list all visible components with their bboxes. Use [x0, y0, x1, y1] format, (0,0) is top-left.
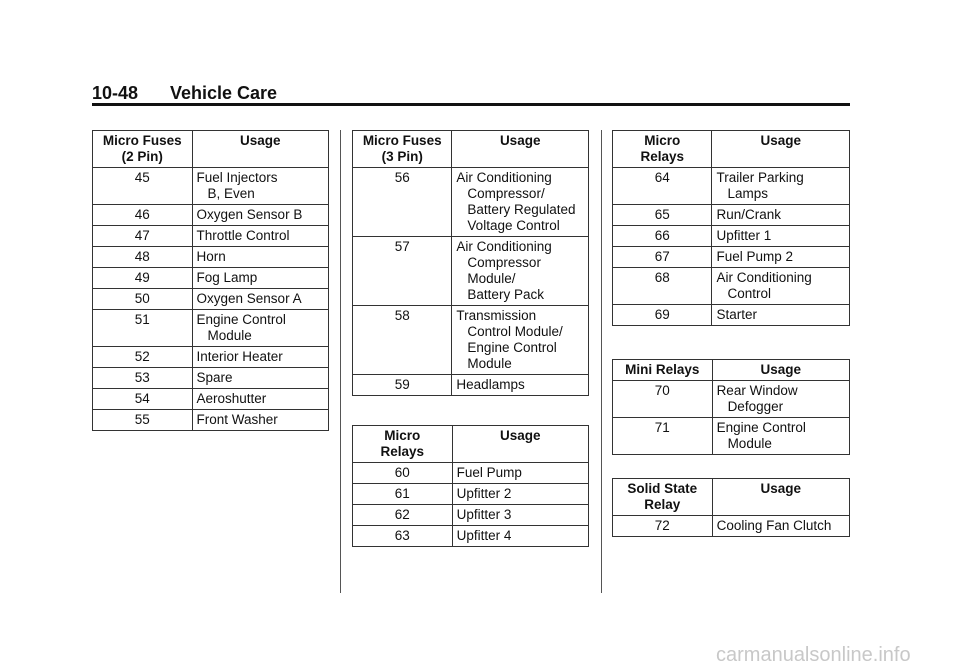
fuse-number: 48: [93, 247, 193, 268]
table-row: [353, 463, 589, 484]
fuse-usage-text: Front Washer: [196, 412, 278, 427]
fuse-number: 65: [613, 205, 712, 226]
watermark: carmanualsonline.info: [716, 644, 911, 666]
fuse-usage-text: Spare: [196, 370, 233, 385]
fuse-usage-text: Throttle Control: [196, 228, 290, 243]
column-divider: [340, 130, 341, 593]
micro-fuses-2pin-table: [92, 130, 329, 431]
fuse-usage: [192, 226, 328, 247]
fuse-number: 50: [93, 289, 193, 310]
column-header-usage: Usage: [192, 131, 328, 168]
fuse-number: 54: [93, 389, 193, 410]
fuse-usage: [712, 418, 849, 455]
table-row: [613, 418, 850, 455]
fuse-usage-text: Starter: [716, 307, 757, 322]
fuse-number: 64: [613, 168, 712, 205]
fuse-usage-text: Horn: [196, 249, 226, 264]
fuse-usage-text: Aeroshutter: [196, 391, 267, 406]
fuse-usage: [452, 484, 588, 505]
page-number: 10-48: [92, 83, 139, 103]
fuse-usage: [712, 516, 849, 537]
fuse-usage: [452, 526, 588, 547]
column-header-usage: Usage: [452, 131, 589, 168]
fuse-usage: [452, 505, 588, 526]
fuse-number: 53: [93, 368, 193, 389]
column-header-number: Micro Relays: [613, 131, 712, 168]
column-header-number: Solid State Relay: [613, 479, 713, 516]
fuse-usage: [712, 305, 850, 326]
micro-relays-table-b: [612, 130, 850, 326]
table-row: [93, 226, 329, 247]
fuse-number: 71: [613, 418, 713, 455]
column-header-number: Mini Relays: [613, 360, 713, 381]
fuse-number: 72: [613, 516, 713, 537]
solid-state-relay-table: [612, 478, 850, 537]
fuse-number: 70: [613, 381, 713, 418]
fuse-usage-text: Cooling Fan Clutch: [716, 518, 832, 533]
fuse-usage: [192, 268, 328, 289]
fuse-number: 63: [353, 526, 453, 547]
table-row: [613, 247, 850, 268]
fuse-usage: [192, 247, 328, 268]
table-row: [613, 268, 850, 305]
table-header-row: [353, 131, 589, 168]
fuse-number: 56: [353, 168, 452, 237]
fuse-usage: [192, 368, 328, 389]
fuse-number: 68: [613, 268, 712, 305]
table-row: [353, 306, 589, 375]
fuse-number: 47: [93, 226, 193, 247]
column-header-usage: Usage: [712, 131, 850, 168]
column-header-number: Micro Fuses (2 Pin): [93, 131, 193, 168]
fuse-usage: [712, 381, 849, 418]
table-header-row: [93, 131, 329, 168]
fuse-usage: [192, 410, 328, 431]
fuse-number: 49: [93, 268, 193, 289]
fuse-usage: [452, 375, 589, 396]
fuse-usage: [452, 168, 589, 237]
fuse-usage-text: Engine Control Module: [716, 420, 806, 451]
table-row: [613, 305, 850, 326]
table-row: [93, 368, 329, 389]
fuse-usage-text: Upfitter 3: [456, 507, 512, 522]
table-row: [353, 526, 589, 547]
fuse-usage-text: Run/Crank: [716, 207, 781, 222]
fuse-usage: [192, 347, 328, 368]
column-header-number: Micro Relays: [353, 426, 453, 463]
fuse-usage: [712, 247, 850, 268]
fuse-usage: [452, 463, 588, 484]
table-row: [353, 375, 589, 396]
fuse-number: 60: [353, 463, 453, 484]
column-header-usage: Usage: [712, 360, 849, 381]
fuse-number: 51: [93, 310, 193, 347]
fuse-number: 46: [93, 205, 193, 226]
table-row: [93, 168, 329, 205]
section-title: Vehicle Care: [170, 83, 278, 103]
fuse-usage-text: Air Conditioning Compressor/ Battery Regulated Voltage Control: [456, 170, 576, 233]
table-row: [93, 289, 329, 310]
header-rule: [92, 103, 850, 106]
mini-relays-table: [612, 359, 850, 455]
micro-relays-table-a: [352, 425, 589, 547]
table-row: [93, 347, 329, 368]
fuse-usage: [452, 237, 589, 306]
table-row: [613, 168, 850, 205]
fuse-number: 61: [353, 484, 453, 505]
fuse-usage-text: Upfitter 4: [456, 528, 512, 543]
fuse-usage-text: Oxygen Sensor A: [196, 291, 302, 306]
fuse-number: 52: [93, 347, 193, 368]
table-header-row: [613, 479, 850, 516]
table-row: [93, 247, 329, 268]
fuse-number: 45: [93, 168, 193, 205]
page-header: [92, 81, 850, 105]
fuse-usage-text: Fuel Pump: [456, 465, 522, 480]
fuse-usage-text: Headlamps: [456, 377, 525, 392]
fuse-usage-text: Rear Window Defogger: [716, 383, 798, 414]
fuse-number: 62: [353, 505, 453, 526]
fuse-usage-text: Fog Lamp: [196, 270, 258, 285]
table-header-row: [353, 426, 589, 463]
table-row: [613, 226, 850, 247]
fuse-usage: [192, 289, 328, 310]
fuse-usage-text: Oxygen Sensor B: [196, 207, 303, 222]
fuse-usage: [712, 205, 850, 226]
fuse-usage-text: Air Conditioning Compressor Module/ Battery Pack: [456, 239, 552, 302]
table-row: [93, 410, 329, 431]
fuse-usage: [712, 168, 850, 205]
column-divider: [601, 130, 602, 593]
fuse-number: 58: [353, 306, 452, 375]
table-row: [353, 505, 589, 526]
fuse-usage-text: Air Conditioning Control: [716, 270, 812, 301]
table-row: [93, 310, 329, 347]
table-row: [613, 205, 850, 226]
fuse-usage-text: Upfitter 2: [456, 486, 512, 501]
fuse-usage: [192, 205, 328, 226]
fuse-usage-text: Fuel Injectors B, Even: [196, 170, 278, 201]
fuse-usage-text: Interior Heater: [196, 349, 283, 364]
table-row: [93, 268, 329, 289]
table-row: [613, 516, 850, 537]
table-header-row: [613, 131, 850, 168]
table-row: [613, 381, 850, 418]
fuse-usage: [452, 306, 589, 375]
fuse-number: 66: [613, 226, 712, 247]
column-header-number: Micro Fuses (3 Pin): [353, 131, 452, 168]
fuse-usage-text: Transmission Control Module/ Engine Control Module: [456, 308, 563, 371]
fuse-usage-text: Upfitter 1: [716, 228, 772, 243]
micro-fuses-3pin-table: [352, 130, 589, 396]
fuse-usage: [712, 226, 850, 247]
column-header-usage: Usage: [712, 479, 849, 516]
table-row: [353, 168, 589, 237]
fuse-usage-text: Trailer Parking Lamps: [716, 170, 804, 201]
fuse-number: 67: [613, 247, 712, 268]
fuse-number: 55: [93, 410, 193, 431]
fuse-usage-text: Engine Control Module: [196, 312, 286, 343]
fuse-usage: [192, 310, 328, 347]
fuse-usage: [192, 168, 328, 205]
table-row: [93, 389, 329, 410]
fuse-usage: [712, 268, 850, 305]
table-header-row: [613, 360, 850, 381]
table-row: [93, 205, 329, 226]
table-row: [353, 237, 589, 306]
fuse-number: 57: [353, 237, 452, 306]
table-row: [353, 484, 589, 505]
fuse-usage: [192, 389, 328, 410]
column-header-usage: Usage: [452, 426, 588, 463]
fuse-usage-text: Fuel Pump 2: [716, 249, 794, 264]
fuse-number: 69: [613, 305, 712, 326]
fuse-number: 59: [353, 375, 452, 396]
